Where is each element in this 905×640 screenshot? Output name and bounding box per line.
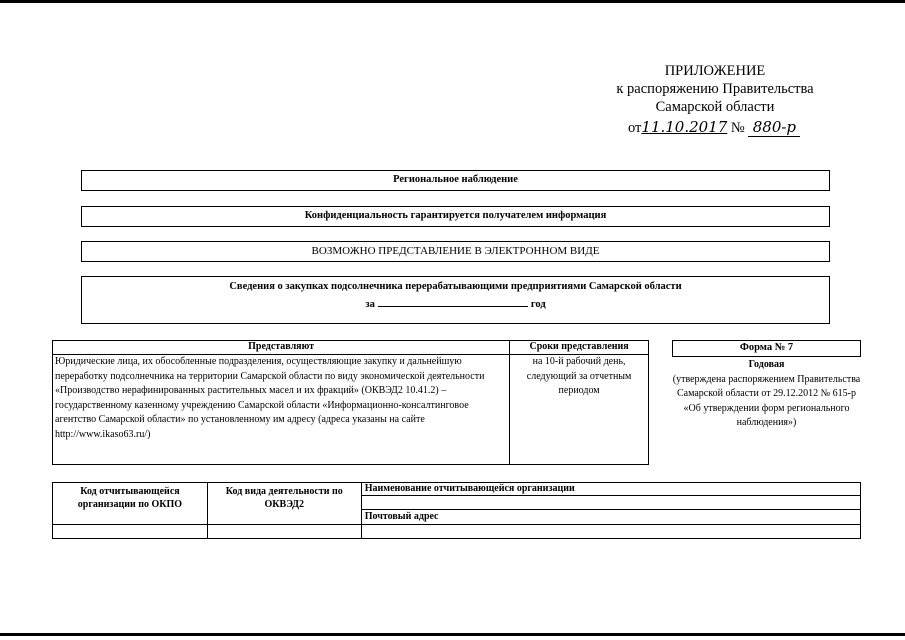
who-submits-text: Юридические лица, их обособленные подразделения, осуществляющие закупку и дальнейшую переработку подсолнечника на территории Самарской области по виду экономической деятельности «Производство нерафинированных растительных масел и их фракций» (ОКВЭД2 10.41.2) – государственному казенному учреждению Самарской области «Информационно-консалтинговое агентство Самарской области» по установленному им адресу (адреса указаны на сайте http://www.ikaso63.ru/)	[53, 355, 510, 465]
electronic-submission-banner: ВОЗМОЖНО ПРЕДСТАВЛЕНИЕ В ЭЛЕКТРОННОМ ВИДЕ	[81, 241, 830, 262]
col-header-who: Представляют	[53, 341, 510, 355]
report-title: Сведения о закупках подсолнечника перерабатывающими предприятиями Самарской области	[229, 281, 682, 292]
okved-header: Код вида деятельности по ОКВЭД2	[207, 483, 361, 525]
order-number-handwritten: 880-р	[748, 118, 800, 137]
postal-address-value[interactable]	[361, 525, 860, 539]
okpo-header: Код отчитывающейся организации по ОКПО	[53, 483, 208, 525]
top-border-line	[0, 0, 905, 3]
report-period	[82, 296, 829, 312]
form-info	[672, 340, 861, 431]
org-name-header: Наименование отчитывающейся организации	[361, 483, 860, 496]
form-number: Форма № 7	[672, 340, 861, 357]
confidentiality-banner: Конфиденциальность гарантируется получателем информация	[81, 206, 830, 227]
postal-address-header: Почтовый адрес	[361, 510, 860, 525]
report-period-blank	[378, 296, 528, 307]
organization-table	[52, 482, 861, 539]
order-reference	[628, 118, 800, 137]
appendix-header	[590, 62, 840, 116]
report-period-za: за	[365, 299, 375, 310]
appendix-line-2: к распоряжению Правительства	[616, 81, 814, 97]
okpo-value[interactable]	[53, 525, 208, 539]
appendix-title: ПРИЛОЖЕНИЕ	[664, 63, 766, 79]
order-number-label: №	[730, 120, 745, 136]
regional-observation-banner: Региональное наблюдение	[81, 170, 830, 191]
form-period: Годовая	[748, 359, 785, 370]
appendix-line-3: Самарской области	[655, 99, 775, 115]
col-header-when: Сроки представления	[510, 341, 649, 355]
bottom-border-line	[0, 633, 905, 636]
form-approval: (утверждена распоряжением Правительства Самарской области от 29.12.2012 № 615-р «Об утверждении форм регионального наблюдения»)	[672, 373, 861, 428]
submission-table	[52, 340, 649, 465]
org-name-value[interactable]	[361, 496, 860, 510]
order-prefix: от	[628, 120, 642, 136]
order-date-handwritten: 11.10.2017	[641, 118, 728, 136]
report-period-year: год	[530, 299, 546, 310]
okved-value[interactable]	[207, 525, 361, 539]
report-title-box	[81, 276, 830, 324]
submission-deadline-text: на 10-й рабочий день, следующий за отчетным периодом	[510, 355, 649, 465]
